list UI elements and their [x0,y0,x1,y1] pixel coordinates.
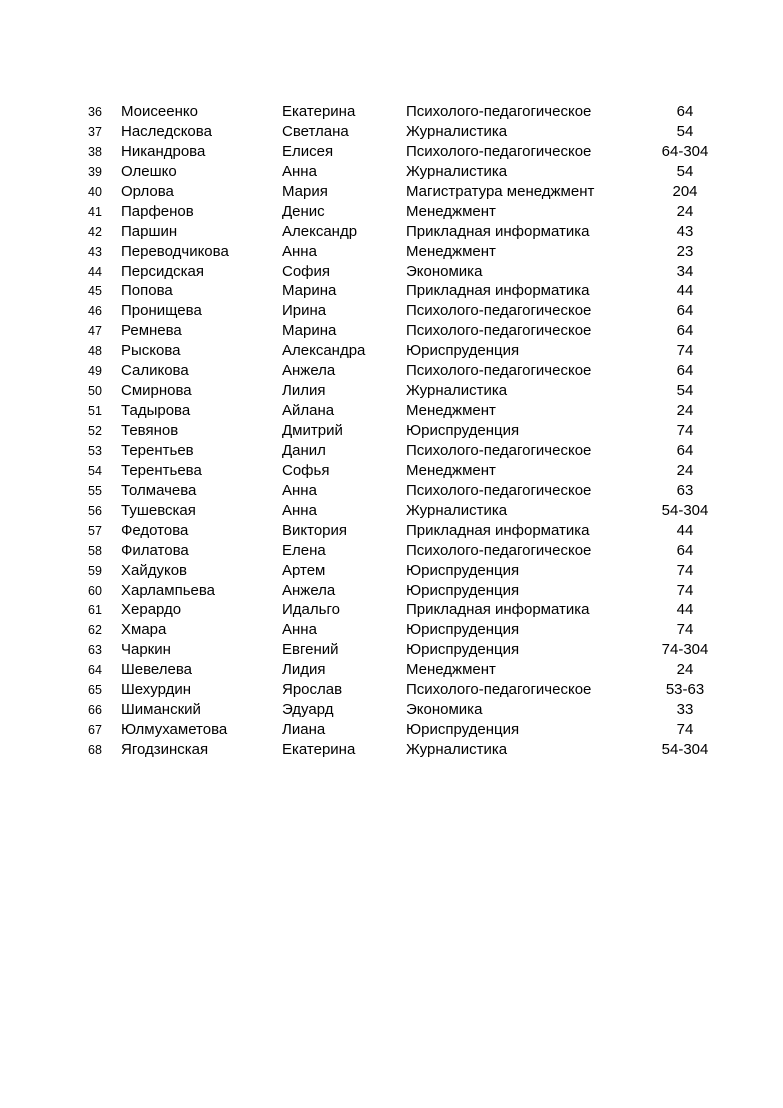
room-cell: 33 [676,701,694,719]
surname-cell: Паршин [121,222,178,240]
room-cell: 44 [676,601,694,619]
table-row [0,541,783,561]
first-name-cell: София [282,262,331,280]
row-number: 42 [88,224,102,239]
surname-cell: Хайдуков [121,561,188,579]
row-number: 54 [88,463,102,478]
program-cell: Журналистика [406,501,508,519]
surname-cell: Чаркин [121,641,171,659]
surname-cell: Толмачева [121,481,197,499]
table-row [0,461,783,481]
row-number: 38 [88,144,102,159]
room-cell: 24 [676,202,694,220]
row-number: 55 [88,483,102,498]
program-cell: Юриспруденция [406,581,520,599]
room-cell: 74 [676,721,694,739]
table-row [0,262,783,282]
first-name-cell: Екатерина [282,103,356,120]
table-row [0,222,783,242]
room-cell: 54 [676,122,694,140]
surname-cell: Федотова [121,521,189,539]
first-name-cell: Елена [282,541,326,559]
room-cell: 53-63 [665,681,705,699]
surname-cell: Наследскова [121,122,212,140]
first-name-cell: Анна [282,162,317,180]
table-row [0,581,783,601]
room-cell: 64 [676,541,694,559]
room-cell: 64 [676,322,694,340]
room-cell: 64 [676,103,694,120]
room-cell: 63 [676,481,694,499]
surname-cell: Шехурдин [121,681,192,699]
table-row [0,640,783,660]
table-row [0,341,783,361]
surname-cell: Херардо [121,601,182,619]
row-number: 61 [88,603,102,618]
row-number: 65 [88,683,102,698]
table-row [0,521,783,541]
surname-cell: Смирнова [121,382,192,400]
room-cell: 74 [676,342,694,360]
table-row [0,401,783,421]
first-name-cell: Виктория [282,521,348,539]
first-name-cell: Айлана [282,402,335,420]
first-name-cell: Лидия [282,661,326,679]
row-number: 39 [88,164,102,179]
surname-cell: Тадырова [121,402,191,420]
room-cell: 24 [676,402,694,420]
row-number: 48 [88,344,102,359]
surname-cell: Персидская [121,262,204,280]
room-cell: 74 [676,581,694,599]
program-cell: Психолого-педагогическое [406,362,592,380]
room-cell: 54 [676,382,694,400]
program-cell: Прикладная информатика [406,282,590,300]
table-row [0,680,783,700]
first-name-cell: Светлана [282,122,349,140]
room-cell: 74 [676,561,694,579]
row-number: 53 [88,443,102,458]
row-number: 60 [88,583,102,598]
room-cell: 74-304 [661,641,709,659]
surname-cell: Рыскова [121,342,181,360]
room-cell: 204 [672,182,698,200]
room-cell: 54 [676,162,694,180]
row-number: 50 [88,384,102,399]
room-cell: 44 [676,282,694,300]
surname-cell: Пронищева [121,302,202,320]
row-number: 59 [88,563,102,578]
program-cell: Юриспруденция [406,422,520,439]
program-cell: Юриспруденция [406,721,520,739]
surname-cell: Моисеенко [121,103,198,120]
row-number: 49 [88,364,102,379]
program-cell: Психолого-педагогическое [406,142,592,160]
first-name-cell: Александр [282,222,358,240]
program-cell: Прикладная информатика [406,601,590,619]
first-name-cell: Елисея [282,142,334,160]
program-cell: Психолого-педагогическое [406,103,592,120]
first-name-cell: Анна [282,621,317,639]
surname-cell: Юлмухаметова [121,721,228,739]
row-number: 44 [88,264,102,279]
program-cell: Юриспруденция [406,641,520,659]
surname-cell: Шевелева [121,661,192,679]
program-cell: Прикладная информатика [406,222,590,240]
surname-cell: Орлова [121,182,174,200]
row-number: 46 [88,304,102,319]
surname-cell: Харлампьева [121,581,216,599]
first-name-cell: Марина [282,322,337,340]
program-cell: Менеджмент [406,461,496,479]
program-cell: Психолого-педагогическое [406,322,592,340]
room-cell: 64 [676,362,694,380]
surname-cell: Терентьев [121,441,194,459]
first-name-cell: Екатерина [282,741,356,758]
program-cell: Менеджмент [406,661,496,679]
surname-cell: Попова [121,282,173,300]
first-name-cell: Анна [282,501,317,519]
row-number: 62 [88,623,102,638]
row-number: 36 [88,105,102,119]
row-number: 56 [88,503,102,518]
program-cell: Менеджмент [406,402,496,420]
program-cell: Журналистика [406,741,508,758]
program-cell: Юриспруденция [406,561,520,579]
table-row [0,301,783,321]
row-number: 67 [88,723,102,738]
program-cell: Экономика [406,701,483,719]
room-cell: 74 [676,621,694,639]
room-cell: 34 [676,262,694,280]
program-cell: Психолого-педагогическое [406,481,592,499]
row-number: 66 [88,703,102,718]
surname-cell: Хмара [121,621,167,639]
surname-cell: Ягодзинская [121,741,209,758]
surname-cell: Тевянов [121,422,179,439]
table-row [0,501,783,521]
surname-cell: Переводчикова [121,242,229,260]
table-row [0,421,783,441]
surname-cell: Терентьева [121,461,202,479]
row-number: 64 [88,663,102,678]
table-row [0,620,783,640]
row-number: 58 [88,543,102,558]
first-name-cell: Дмитрий [282,422,343,439]
surname-cell: Шиманский [121,701,201,719]
room-cell: 44 [676,521,694,539]
program-cell: Менеджмент [406,202,496,220]
row-number: 40 [88,184,102,199]
table-row [0,102,783,122]
program-cell: Менеджмент [406,242,496,260]
room-cell: 54-304 [661,741,709,758]
first-name-cell: Евгений [282,641,339,659]
row-number: 47 [88,324,102,339]
program-cell: Экономика [406,262,483,280]
program-cell: Юриспруденция [406,342,520,360]
table-row [0,242,783,262]
room-cell: 74 [676,422,694,439]
room-cell: 23 [676,242,694,260]
surname-cell: Парфенов [121,202,194,220]
first-name-cell: Данил [282,441,326,459]
row-number: 57 [88,523,102,538]
program-cell: Психолого-педагогическое [406,302,592,320]
first-name-cell: Лиана [282,721,326,739]
table-row [0,182,783,202]
table-row [0,700,783,720]
row-number: 51 [88,404,102,419]
first-name-cell: Ярослав [282,681,343,699]
first-name-cell: Лилия [282,382,326,400]
program-cell: Прикладная информатика [406,521,590,539]
room-cell: 24 [676,661,694,679]
surname-cell: Никандрова [121,142,206,160]
program-cell: Магистратура менеджмент [406,182,595,200]
first-name-cell: Анжела [282,362,336,380]
table-row [0,162,783,182]
program-cell: Психолого-педагогическое [406,681,592,699]
first-name-cell: Софья [282,461,330,479]
program-cell: Психолого-педагогическое [406,541,592,559]
first-name-cell: Артем [282,561,326,579]
table-row [0,321,783,341]
program-cell: Журналистика [406,162,508,180]
first-name-cell: Марина [282,282,337,300]
first-name-cell: Идальго [282,601,340,619]
table-row [0,600,783,620]
table-row [0,660,783,680]
table-row [0,281,783,301]
table-row [0,381,783,401]
first-name-cell: Александра [282,342,366,360]
row-number: 41 [88,204,102,219]
first-name-cell: Денис [282,202,325,220]
row-number: 45 [88,284,102,299]
table-row [0,142,783,162]
row-number: 43 [88,244,102,259]
room-cell: 64 [676,302,694,320]
surname-cell: Филатова [121,541,189,559]
first-name-cell: Мария [282,182,328,200]
surname-cell: Олешко [121,162,177,180]
room-cell: 54-304 [661,501,709,519]
program-cell: Юриспруденция [406,621,520,639]
first-name-cell: Ирина [282,302,327,320]
first-name-cell: Анна [282,242,317,260]
student-roster-table [0,102,783,760]
table-row [0,481,783,501]
first-name-cell: Анжела [282,581,336,599]
surname-cell: Тушевская [121,501,196,519]
table-row [0,202,783,222]
first-name-cell: Анна [282,481,317,499]
program-cell: Журналистика [406,122,508,140]
row-number: 52 [88,424,102,438]
room-cell: 64-304 [661,142,709,160]
room-cell: 43 [676,222,694,240]
surname-cell: Ремнева [121,322,182,340]
program-cell: Психолого-педагогическое [406,441,592,459]
row-number: 68 [88,743,102,757]
row-number: 37 [88,124,102,139]
table-row [0,361,783,381]
room-cell: 24 [676,461,694,479]
surname-cell: Саликова [121,362,189,380]
table-row [0,561,783,581]
room-cell: 64 [676,441,694,459]
first-name-cell: Эдуард [282,701,334,719]
table-row [0,740,783,760]
row-number: 63 [88,643,102,658]
program-cell: Журналистика [406,382,508,400]
table-row [0,122,783,142]
table-row [0,441,783,461]
table-row [0,720,783,740]
